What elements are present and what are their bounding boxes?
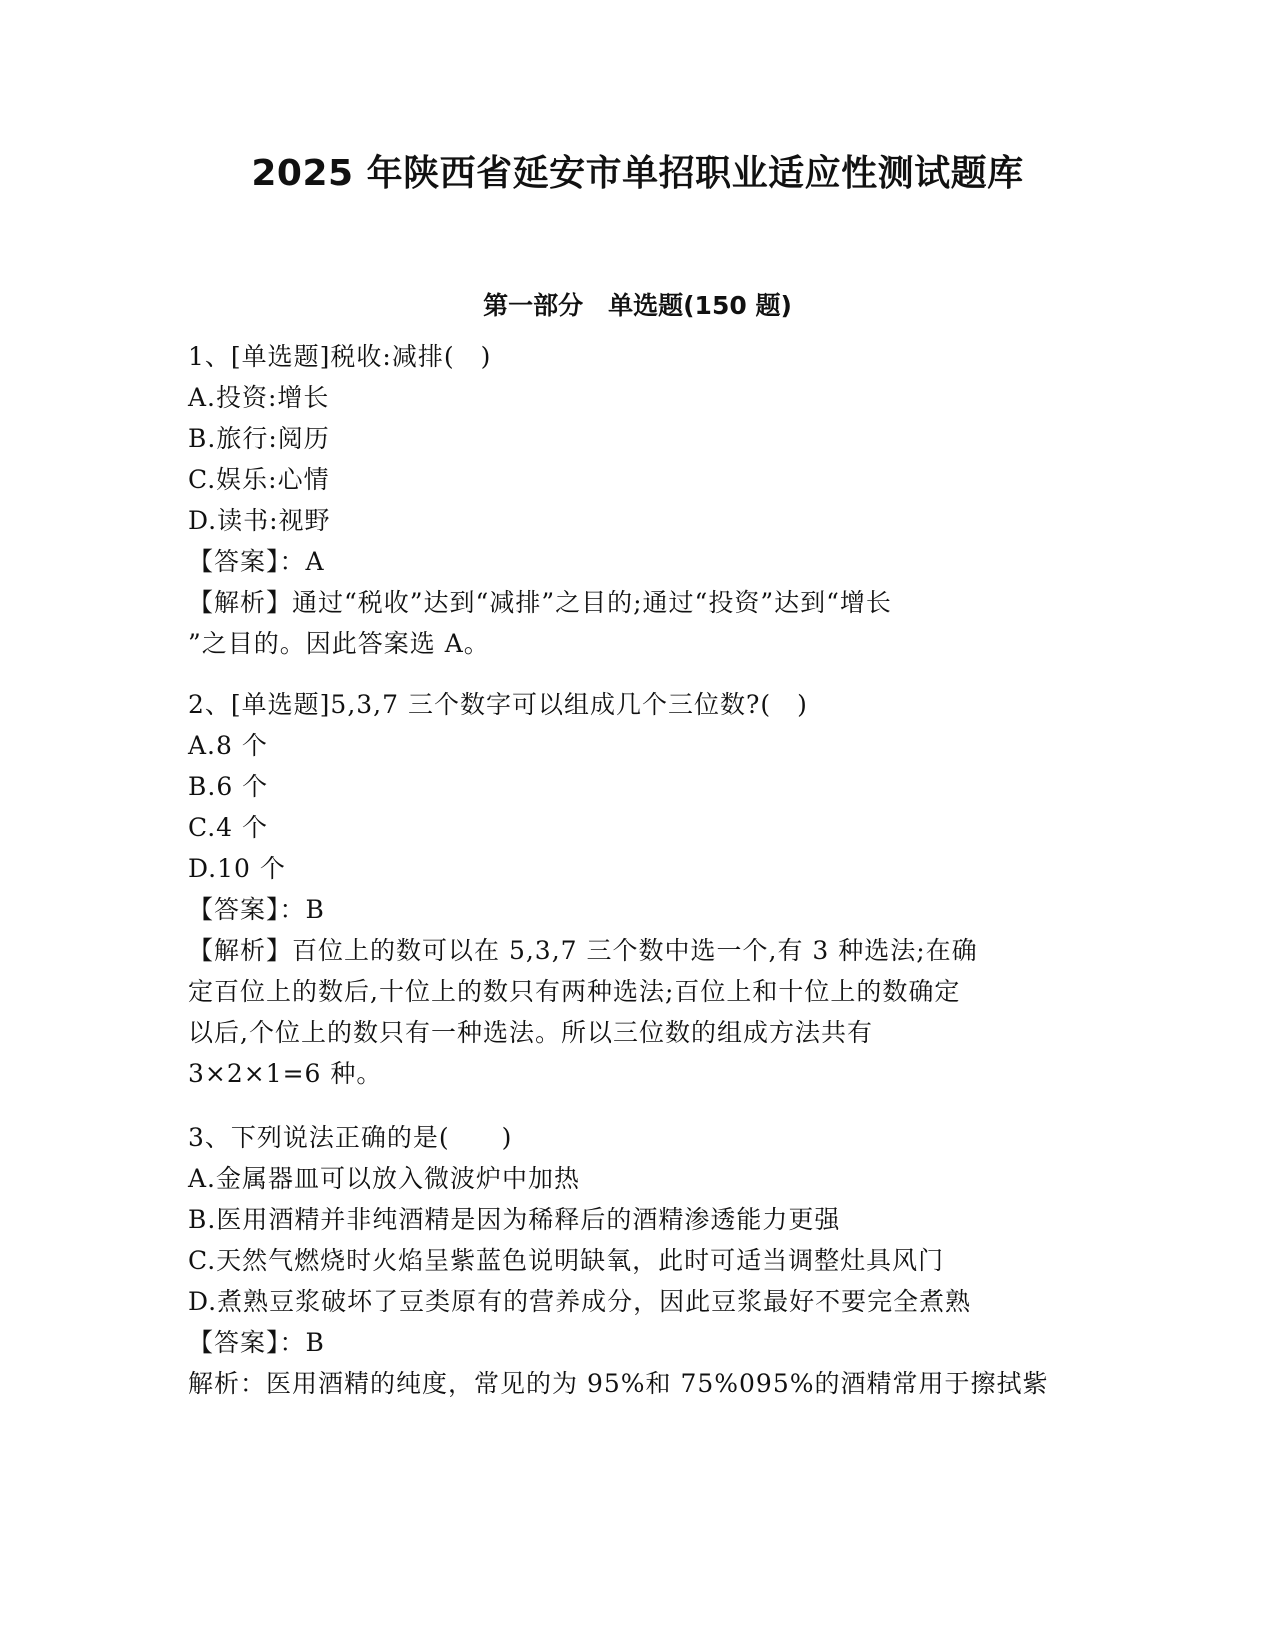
option-c: C.4 个 [188,813,269,842]
answer-line: 【答案】：B [188,1328,325,1357]
option-d: D.10 个 [188,854,286,883]
option-a: A.8 个 [188,731,268,760]
option-c: C.天然气燃烧时火焰呈紫蓝色说明缺氧，此时可适当调整灶具风门 [188,1246,945,1275]
option-b: B.6 个 [188,772,269,801]
analysis-line: 【解析】百位上的数可以在 5,3,7 三个数中选一个,有 3 种选法;在确 [188,936,978,965]
answer-line: 【答案】：B [188,895,325,924]
option-a: A.投资:增长 [188,383,330,412]
question-stem: 1、[单选题]税收:减排( ) [188,342,492,371]
analysis-line: 【解析】通过“税收”达到“减排”之目的;通过“投资”达到“增长 [188,588,892,617]
analysis-line: 3×2×1=6 种。 [188,1059,383,1088]
question-stem: 2、[单选题]5,3,7 三个数字可以组成几个三位数?( ) [188,690,808,719]
option-a: A.金属器皿可以放入微波炉中加热 [188,1164,581,1193]
section-heading: 第一部分 单选题(150 题) [483,291,792,320]
analysis-line: 以后,个位上的数只有一种选法。所以三位数的组成方法共有 [188,1018,873,1047]
option-d: D.煮熟豆浆破坏了豆类原有的营养成分，因此豆浆最好不要完全煮熟 [188,1287,972,1316]
analysis-line: 定百位上的数后,十位上的数只有两种选法;百位上和十位上的数确定 [188,977,961,1006]
option-b: B.旅行:阅历 [188,424,330,453]
option-d: D.读书:视野 [188,506,331,535]
question-stem: 3、下列说法正确的是( ) [188,1123,513,1152]
page-title: 2025 年陕西省延安市单招职业适应性测试题库 [251,153,1024,194]
analysis-line: ”之目的。因此答案选 A。 [188,629,490,658]
analysis-line: 解析：医用酒精的纯度，常见的为 95%和 75%095%的酒精常用于擦拭紫 [188,1369,1049,1398]
option-b: B.医用酒精并非纯酒精是因为稀释后的酒精渗透能力更强 [188,1205,841,1234]
option-c: C.娱乐:心情 [188,465,330,494]
answer-line: 【答案】：A [188,547,325,576]
